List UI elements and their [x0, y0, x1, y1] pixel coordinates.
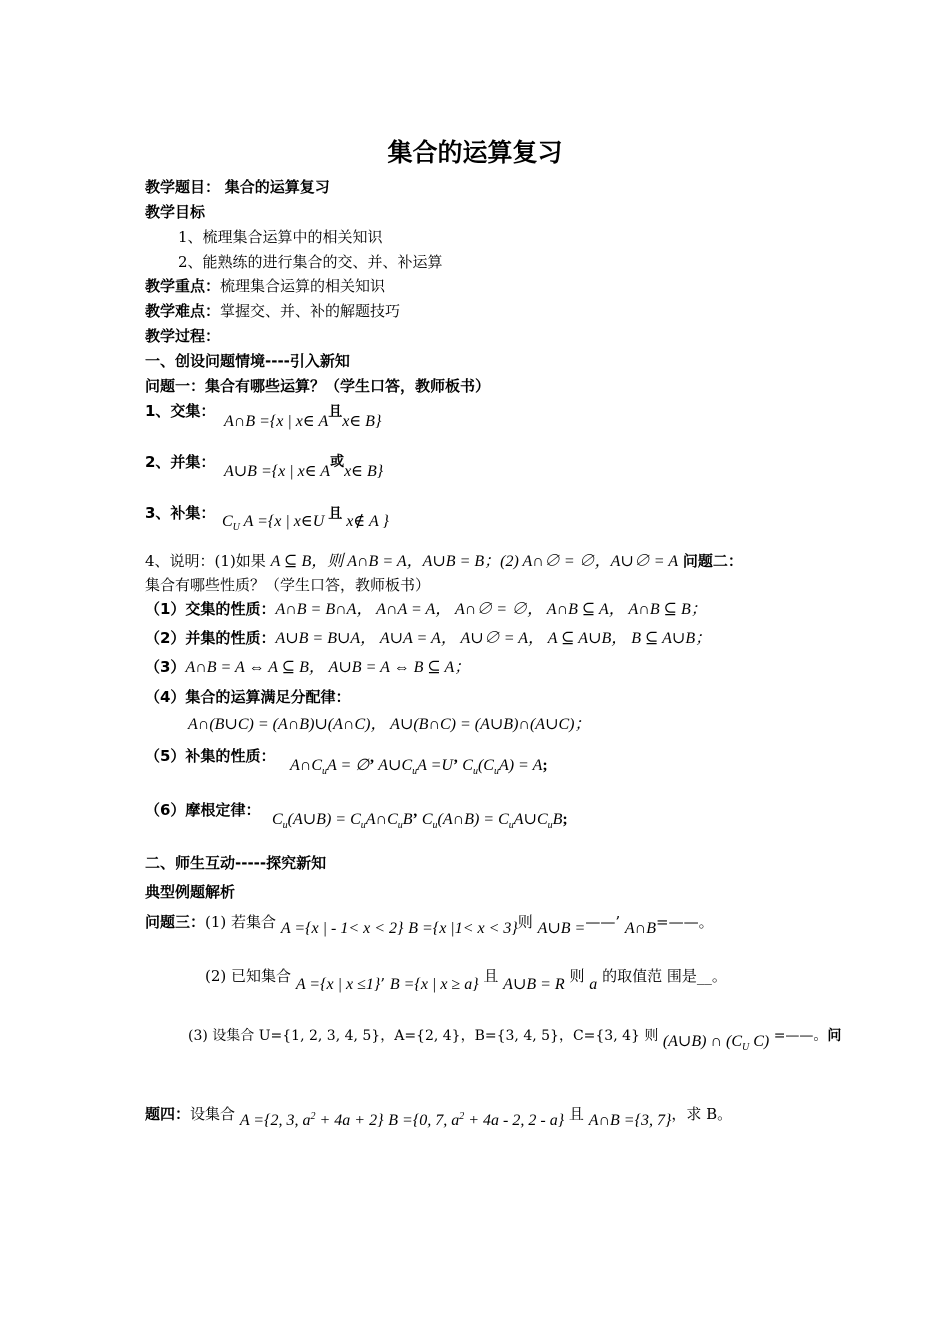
intersection-formula	[224, 404, 382, 432]
goal-item-2: 2、能熟练的进行集合的交、并、补运算	[178, 253, 443, 271]
topic-line	[145, 177, 330, 197]
question-4-set-a: A ={2, 3, $a^2 + 4a + 2$}	[239, 1111, 384, 1129]
property-5-label: （5）补集的性质：	[145, 747, 276, 765]
question-4-and: 且	[568, 1105, 584, 1123]
question-3-line-2: (2) 已知集合 A ={x | x ≤1}’ B ={x | x ≥ a} 且 A∪B = R 则 a 的取值范 围是__。	[205, 967, 727, 993]
diff-value: 掌握交、并、补的解题技巧	[220, 302, 401, 320]
intersection-line	[145, 401, 215, 421]
property-4-label: （4）集合的运算满足分配律：	[145, 688, 351, 706]
section-2-heading: 二、师生互动-----探究新知	[145, 854, 327, 872]
complement-u-sub: U	[232, 522, 240, 533]
property-5-formula: $A\cap C_uA$ = ∅’ $A\cup C_uA =U$’ $C_u(C_uA) = A$;	[290, 757, 548, 777]
question-3-1-text: (1) 若集合	[205, 913, 277, 931]
question-4-set-b: B ={0, 7, $a^2 + 4a - 2$, 2 - a}	[388, 1111, 565, 1129]
question-3-2-set-a: A ={x | x ≤1}	[295, 976, 381, 993]
complement-conj: 且	[328, 506, 343, 522]
question-3-1-set-a: A ={x | - 1< x < 2}	[280, 920, 404, 937]
question-3-2-a: a	[589, 976, 598, 993]
question-3-label: 问题三：	[145, 913, 206, 931]
question-2-label: 问题二：	[682, 552, 743, 570]
property-3-formula: A∩B = A ⇔ A ⊆ B， A∪B = A ⇔ B ⊆ A；	[185, 659, 471, 676]
question-3-line-3	[188, 1026, 841, 1052]
note-text: 4、说明：(1)如果	[145, 552, 271, 570]
complement-formula-part-a: A ={x | x∈U	[239, 513, 325, 530]
question-3-2-and: 且	[483, 967, 499, 985]
question-3-2-end: 的取值范 围是__。	[602, 967, 727, 985]
question-1: 问题一：集合有哪些运算？（学生口答，教师板书）	[145, 377, 491, 395]
key-value: 梳理集合运算的相关知识	[220, 277, 386, 295]
question-3-1-end: =——。	[656, 913, 714, 931]
property-6-label: （6）摩根定律：	[145, 801, 261, 819]
union-formula-part-b: x∈ B}	[344, 463, 384, 480]
topic-value: 集合的运算复习	[224, 178, 330, 196]
topic-label: 教学题目：	[145, 178, 221, 196]
question-3-1-intersection: A∩B	[624, 920, 656, 937]
page-title: 集合的运算复习	[387, 138, 563, 167]
property-1-line	[145, 599, 707, 620]
question-3-3-text: (3) 设集合 U={1, 2, 3, 4, 5}，A={2, 4}，B={3, 4, 5}，C={3, 4} 则	[188, 1028, 659, 1044]
property-2-line	[145, 628, 711, 649]
question-3-1-then: 则	[517, 913, 533, 931]
question-3-2-text: (2) 已知集合	[205, 967, 292, 985]
question-4-intersection: A∩B ={3, 7}	[588, 1112, 672, 1129]
complement-formula-part-b: x∉ A }	[346, 513, 389, 530]
goal-item-1: 1、梳理集合运算中的相关知识	[178, 228, 383, 246]
difficulty-line	[145, 301, 400, 321]
diff-label: 教学难点：	[145, 302, 221, 320]
question-3-3-formula: (A∪B) ∩ ($C_U$ C)	[662, 1033, 770, 1053]
property-1-formula: A∩B = B∩A， A∩A = A， A∩∅ = ∅， A∩B ⊆ A， A∩B ⊆ B；	[275, 601, 707, 618]
note-line	[145, 551, 743, 572]
property-3-line	[145, 657, 470, 678]
question-3-2-set-b: B ={x | x ≥ a}	[389, 976, 479, 993]
union-formula-part-a: A∪B ={x | x∈ A	[224, 463, 331, 480]
question-3-1-blank: ——’	[585, 913, 621, 931]
question-2-text: 集合有哪些性质？（学生口答，教师板书）	[145, 576, 431, 594]
property-3-label: （3）	[145, 658, 186, 676]
note-formula: A ⊆ B，则 A∩B = A，A∪B = B；(2) A∩∅ = ∅，A∪∅ = A	[270, 553, 679, 570]
question-4-text: 设集合	[190, 1105, 236, 1123]
process-label: 教学过程：	[145, 327, 221, 345]
examples-label: 典型例题解析	[145, 883, 236, 901]
complement-line	[145, 503, 215, 523]
goals-label: 教学目标	[145, 203, 206, 221]
complement-label: 3、补集：	[145, 504, 216, 522]
union-line	[145, 452, 215, 472]
question-3-1-set-b: B ={x |1< x < 3}	[408, 920, 518, 937]
key-label: 教学重点：	[145, 277, 221, 295]
complement-formula	[222, 506, 389, 538]
key-point-line	[145, 276, 385, 296]
question-3-1-union: A∪B =	[537, 920, 586, 937]
question-3-line-1	[145, 912, 714, 937]
question-4-end: ，求 B。	[671, 1105, 733, 1123]
property-6-formula: $C_u(A\cup B)$ = $C_uA\cap C_uB$’ $C_u(A\cap B)$ = $C_uA\cup C_uB$;	[272, 811, 568, 831]
question-3-3-end: =——。	[773, 1028, 828, 1044]
intersection-label: 1、交集：	[145, 402, 216, 420]
question-3-2-union: A∪B = R	[503, 976, 565, 993]
question-4-line	[145, 1101, 733, 1129]
union-formula	[224, 454, 384, 482]
union-conj: 或	[330, 454, 345, 470]
question-4-label: 题四：	[145, 1105, 191, 1123]
complement-c: C	[222, 513, 233, 530]
union-label: 2、并集：	[145, 453, 216, 471]
property-6-line	[145, 800, 260, 820]
property-4-formula: A∩(B∪C) = (A∩B)∪(A∩C)， A∪(B∩C) = (A∪B)∩(A∪C)；	[188, 716, 591, 733]
intersection-formula-part-a: A∩B ={x | x∈ A	[224, 413, 329, 430]
intersection-formula-part-b: x∈ B}	[342, 413, 382, 430]
property-2-label: （2）并集的性质：	[145, 629, 276, 647]
section-1-heading: 一、创设问题情境----引入新知	[145, 352, 350, 370]
intersection-conj: 且	[328, 404, 343, 420]
property-1-label: （1）交集的性质：	[145, 600, 276, 618]
question-3-3-trail: 问	[827, 1028, 842, 1044]
property-2-formula: A∪B = B∪A， A∪A = A， A∪∅ = A， A ⊆ A∪B， B ⊆ A∪B；	[275, 630, 712, 647]
question-3-2-then: 则	[569, 967, 585, 985]
property-5-line	[145, 746, 275, 766]
